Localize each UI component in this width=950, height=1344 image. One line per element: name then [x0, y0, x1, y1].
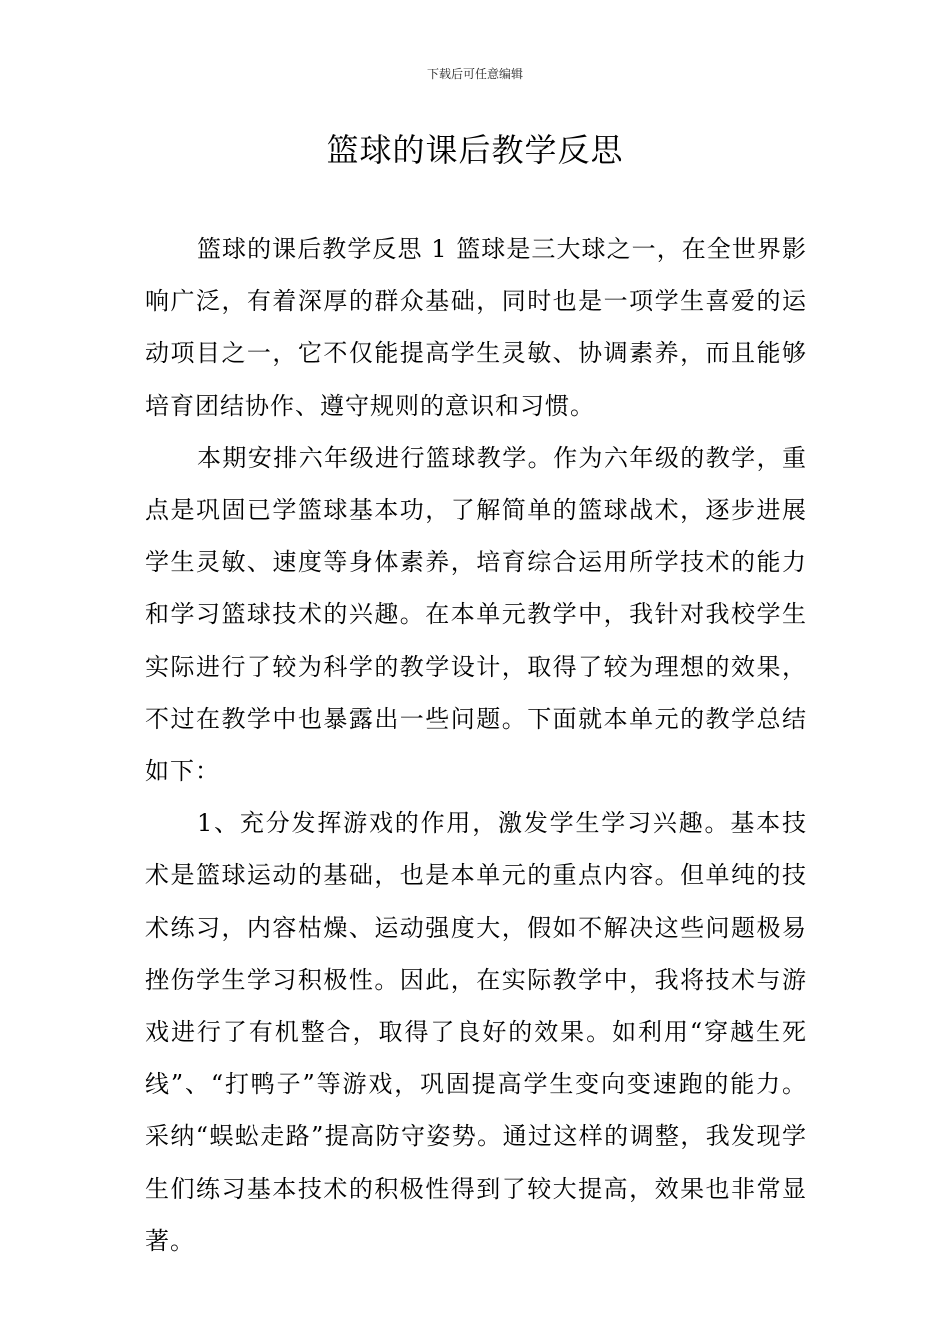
paragraph-3: 1、充分发挥游戏的作用，激发学生学习兴趣。基本技术是篮球运动的基础，也是本单元的重点内容。但单纯的技术练习，内容枯燥、运动强度大，假如不解决这些问题极易挫伤学生学习积极性。因此，在实际教学中，我将技术与游戏进行了有机整合，取得了良好的效果。如利用“穿越生死线”、“打鸭子”等游戏，巩固提高学生变向变速跑的能力。采纳“蜈蚣走路”提高防守姿势。通过这样的调整，我发现学生们练习基本技术的积极性得到了较大提高，效果也非常显著。	[145, 809, 807, 1255]
document-title: 篮球的课后教学反思	[326, 131, 624, 169]
document-body	[145, 223, 807, 1267]
header-note: 下载后可任意编辑	[426, 67, 523, 81]
paragraph-1: 篮球的课后教学反思 1 篮球是三大球之一，在全世界影响广泛，有着深厚的群众基础，同时也是一项学生喜爱的运动项目之一，它不仅能提高学生灵敏、协调素养，而且能够培育团结协作、遵守规则的意识和习惯。	[145, 235, 807, 420]
paragraph-2: 本期安排六年级进行篮球教学。作为六年级的教学，重点是巩固已学篮球基本功，了解简单的篮球战术，逐步进展学生灵敏、速度等身体素养，培育综合运用所学技术的能力和学习篮球技术的兴趣。在本单元教学中，我针对我校学生实际进行了较为科学的教学设计，取得了较为理想的效果，不过在教学中也暴露出一些问题。下面就本单元的教学总结如下：	[145, 443, 807, 786]
